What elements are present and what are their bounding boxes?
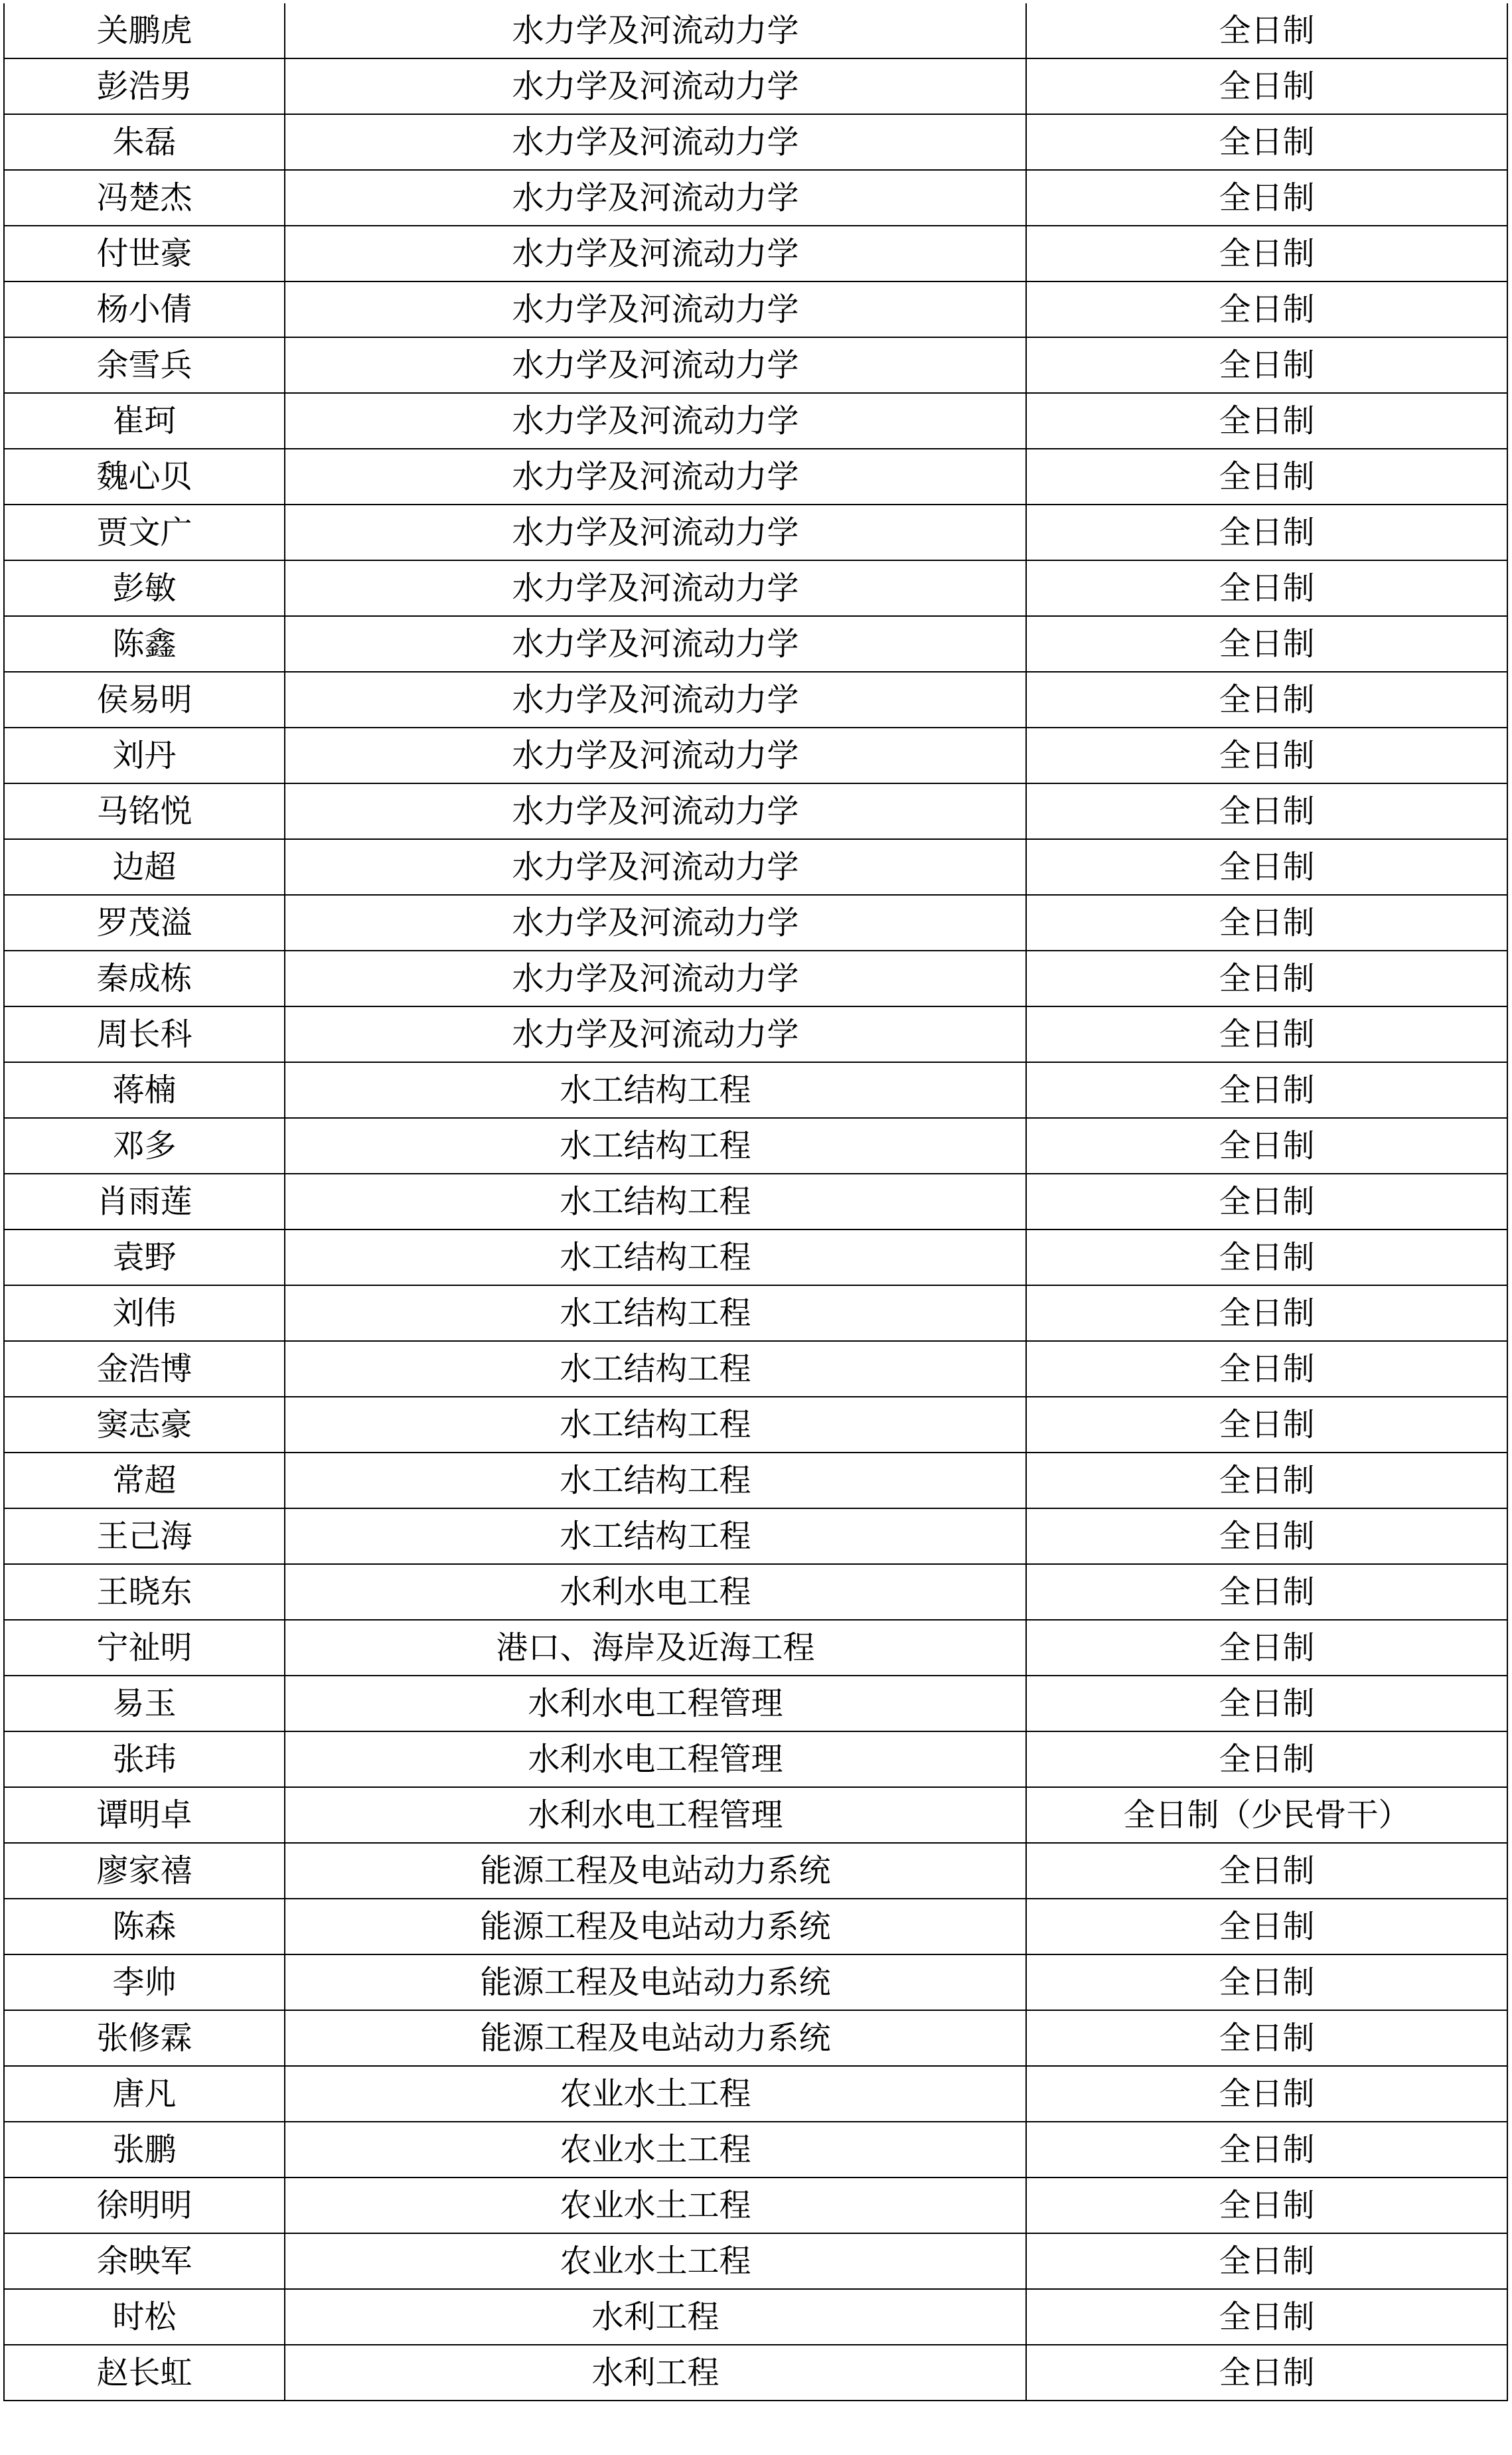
major-cell: 水力学及河流动力学 [285,58,1026,114]
major-cell: 水力学及河流动力学 [285,337,1026,393]
student-name-cell: 贾文广 [4,505,285,560]
table-row [4,1843,1507,1899]
study-mode-cell: 全日制 [1026,449,1507,505]
student-name-cell: 时松 [4,2289,285,2345]
study-mode-cell: 全日制 [1026,1731,1507,1787]
study-mode-cell: 全日制 [1026,226,1507,281]
study-mode-cell: 全日制 [1026,839,1507,895]
student-name-cell: 赵长虹 [4,2345,285,2401]
student-table [3,3,1508,2401]
major-cell: 水力学及河流动力学 [285,505,1026,560]
study-mode-cell: 全日制 [1026,1341,1507,1397]
student-name-cell: 宁祉明 [4,1620,285,1676]
table-row [4,895,1507,951]
student-name-cell: 王己海 [4,1508,285,1564]
study-mode-cell: 全日制 [1026,1397,1507,1453]
table-row [4,1285,1507,1341]
table-row [4,170,1507,226]
table-row [4,114,1507,170]
major-cell: 能源工程及电站动力系统 [285,1899,1026,1954]
study-mode-cell: 全日制 [1026,1453,1507,1508]
student-name-cell: 谭明卓 [4,1787,285,1843]
major-cell: 水工结构工程 [285,1453,1026,1508]
student-name-cell: 罗茂溢 [4,895,285,951]
study-mode-cell: 全日制 [1026,170,1507,226]
major-cell: 水力学及河流动力学 [285,114,1026,170]
student-name-cell: 秦成栋 [4,951,285,1006]
major-cell: 水工结构工程 [285,1229,1026,1285]
study-mode-cell: 全日制 [1026,728,1507,783]
table-row [4,505,1507,560]
major-cell: 水工结构工程 [285,1397,1026,1453]
study-mode-cell: 全日制 [1026,2345,1507,2401]
table-row [4,1397,1507,1453]
table-row [4,393,1507,449]
table-row [4,3,1507,58]
major-cell: 水利水电工程管理 [285,1731,1026,1787]
study-mode-cell: 全日制 [1026,1508,1507,1564]
study-mode-cell: 全日制 [1026,58,1507,114]
study-mode-cell: 全日制 [1026,505,1507,560]
table-row [4,226,1507,281]
student-name-cell: 金浩博 [4,1341,285,1397]
major-cell: 水力学及河流动力学 [285,226,1026,281]
major-cell: 水力学及河流动力学 [285,951,1026,1006]
table-row [4,839,1507,895]
table-row [4,951,1507,1006]
study-mode-cell: 全日制 [1026,1285,1507,1341]
student-name-cell: 余映军 [4,2233,285,2289]
major-cell: 水力学及河流动力学 [285,281,1026,337]
study-mode-cell: 全日制 [1026,1954,1507,2010]
table-row [4,1453,1507,1508]
study-mode-cell: 全日制 [1026,3,1507,58]
student-name-cell: 关鹏虎 [4,3,285,58]
student-name-cell: 崔珂 [4,393,285,449]
table-row [4,2178,1507,2233]
study-mode-cell: 全日制 [1026,393,1507,449]
table-row [4,672,1507,728]
table-row [4,2122,1507,2178]
major-cell: 水工结构工程 [285,1118,1026,1174]
major-cell: 水工结构工程 [285,1341,1026,1397]
student-name-cell: 肖雨莲 [4,1174,285,1229]
major-cell: 水利水电工程管理 [285,1787,1026,1843]
table-row [4,616,1507,672]
student-name-cell: 王晓东 [4,1564,285,1620]
table-row [4,337,1507,393]
table-body [4,3,1507,2401]
table-row [4,1899,1507,1954]
major-cell: 水力学及河流动力学 [285,783,1026,839]
table-row [4,58,1507,114]
study-mode-cell: 全日制 [1026,616,1507,672]
study-mode-cell: 全日制 [1026,1620,1507,1676]
study-mode-cell: 全日制 [1026,1564,1507,1620]
major-cell: 水工结构工程 [285,1174,1026,1229]
student-name-cell: 廖家禧 [4,1843,285,1899]
student-name-cell: 张玮 [4,1731,285,1787]
study-mode-cell: 全日制 [1026,951,1507,1006]
study-mode-cell: 全日制 [1026,2066,1507,2122]
table-row [4,2010,1507,2066]
student-name-cell: 朱磊 [4,114,285,170]
student-name-cell: 彭敏 [4,560,285,616]
table-row [4,1954,1507,2010]
student-name-cell: 周长科 [4,1006,285,1062]
student-name-cell: 邓多 [4,1118,285,1174]
student-name-cell: 唐凡 [4,2066,285,2122]
table-row [4,1620,1507,1676]
study-mode-cell: 全日制 [1026,281,1507,337]
major-cell: 水力学及河流动力学 [285,449,1026,505]
table-row [4,1062,1507,1118]
major-cell: 水力学及河流动力学 [285,728,1026,783]
major-cell: 水力学及河流动力学 [285,3,1026,58]
table-row [4,2066,1507,2122]
table-row [4,783,1507,839]
student-name-cell: 边超 [4,839,285,895]
study-mode-cell: 全日制 [1026,2010,1507,2066]
table-row [4,2289,1507,2345]
major-cell: 水工结构工程 [285,1508,1026,1564]
study-mode-cell: 全日制 [1026,1062,1507,1118]
study-mode-cell: 全日制 [1026,1676,1507,1731]
student-name-cell: 陈森 [4,1899,285,1954]
study-mode-cell: 全日制 [1026,1229,1507,1285]
student-name-cell: 袁野 [4,1229,285,1285]
table-row [4,560,1507,616]
student-name-cell: 陈鑫 [4,616,285,672]
major-cell: 能源工程及电站动力系统 [285,1954,1026,2010]
major-cell: 水利水电工程 [285,1564,1026,1620]
study-mode-cell: 全日制（少民骨干） [1026,1787,1507,1843]
table-row [4,1787,1507,1843]
major-cell: 水力学及河流动力学 [285,393,1026,449]
student-name-cell: 余雪兵 [4,337,285,393]
table-row [4,1229,1507,1285]
major-cell: 水力学及河流动力学 [285,560,1026,616]
student-name-cell: 蒋楠 [4,1062,285,1118]
major-cell: 水力学及河流动力学 [285,616,1026,672]
major-cell: 水利水电工程管理 [285,1676,1026,1731]
major-cell: 农业水土工程 [285,2178,1026,2233]
student-name-cell: 彭浩男 [4,58,285,114]
student-name-cell: 刘伟 [4,1285,285,1341]
major-cell: 水工结构工程 [285,1285,1026,1341]
student-name-cell: 窦志豪 [4,1397,285,1453]
table-row [4,1676,1507,1731]
major-cell: 水工结构工程 [285,1062,1026,1118]
table-row [4,2345,1507,2401]
student-name-cell: 付世豪 [4,226,285,281]
major-cell: 港口、海岸及近海工程 [285,1620,1026,1676]
student-name-cell: 李帅 [4,1954,285,2010]
student-name-cell: 张修霖 [4,2010,285,2066]
study-mode-cell: 全日制 [1026,1899,1507,1954]
study-mode-cell: 全日制 [1026,1006,1507,1062]
table-row [4,728,1507,783]
major-cell: 水力学及河流动力学 [285,839,1026,895]
major-cell: 水力学及河流动力学 [285,672,1026,728]
major-cell: 水力学及河流动力学 [285,170,1026,226]
study-mode-cell: 全日制 [1026,2289,1507,2345]
table-row [4,1174,1507,1229]
study-mode-cell: 全日制 [1026,560,1507,616]
table-row [4,281,1507,337]
student-name-cell: 张鹏 [4,2122,285,2178]
student-name-cell: 易玉 [4,1676,285,1731]
study-mode-cell: 全日制 [1026,114,1507,170]
study-mode-cell: 全日制 [1026,672,1507,728]
study-mode-cell: 全日制 [1026,783,1507,839]
study-mode-cell: 全日制 [1026,2122,1507,2178]
table-row [4,449,1507,505]
student-name-cell: 魏心贝 [4,449,285,505]
study-mode-cell: 全日制 [1026,1118,1507,1174]
major-cell: 能源工程及电站动力系统 [285,2010,1026,2066]
study-mode-cell: 全日制 [1026,2233,1507,2289]
student-name-cell: 冯楚杰 [4,170,285,226]
table-row [4,1508,1507,1564]
major-cell: 农业水土工程 [285,2122,1026,2178]
study-mode-cell: 全日制 [1026,1843,1507,1899]
table-row [4,1564,1507,1620]
student-name-cell: 徐明明 [4,2178,285,2233]
student-name-cell: 常超 [4,1453,285,1508]
table-row [4,2233,1507,2289]
table-row [4,1118,1507,1174]
major-cell: 水利工程 [285,2289,1026,2345]
table-row [4,1006,1507,1062]
student-name-cell: 马铭悦 [4,783,285,839]
major-cell: 能源工程及电站动力系统 [285,1843,1026,1899]
study-mode-cell: 全日制 [1026,895,1507,951]
student-name-cell: 侯易明 [4,672,285,728]
major-cell: 农业水土工程 [285,2233,1026,2289]
table-row [4,1341,1507,1397]
table-row [4,1731,1507,1787]
major-cell: 农业水土工程 [285,2066,1026,2122]
study-mode-cell: 全日制 [1026,1174,1507,1229]
major-cell: 水力学及河流动力学 [285,895,1026,951]
major-cell: 水利工程 [285,2345,1026,2401]
student-name-cell: 杨小倩 [4,281,285,337]
student-name-cell: 刘丹 [4,728,285,783]
major-cell: 水力学及河流动力学 [285,1006,1026,1062]
study-mode-cell: 全日制 [1026,337,1507,393]
study-mode-cell: 全日制 [1026,2178,1507,2233]
